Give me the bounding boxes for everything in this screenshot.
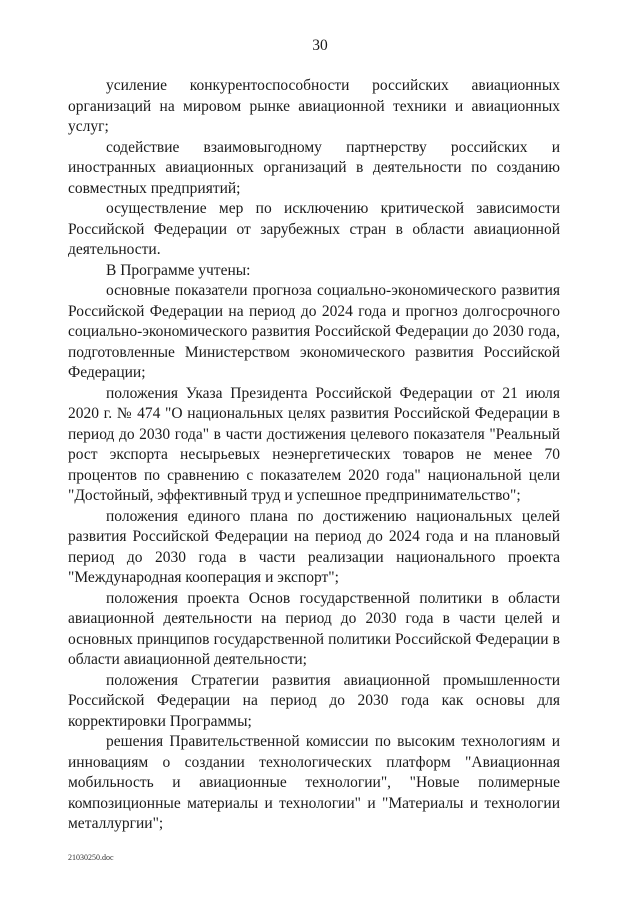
paragraph-commission: решения Правительственной комиссии по высоким технологиям и инновациям о создании технологических платформ "Авиационная мобильность и авиационные технологии", "Новые полимерные композиционные материалы и технологии" и "Материалы и технологии металлургии"; — [68, 733, 560, 832]
paragraph-unified-plan: положения единого плана по достижению национальных целей развития Российской Федерации на период до 2024 года и на плановый период до 2030 года в части реализации национального проекта "Международная кооперация и экспорт"; — [68, 507, 560, 586]
paragraph-competitiveness: усиление конкурентоспособности российских авиационных организаций на мировом рынке авиационной техники и авиационных услуг; — [68, 77, 560, 135]
paragraph-partnership: содействие взаимовыгодному партнерству российских и иностранных авиационных организаций в деятельности по созданию совместных предприятий; — [68, 138, 560, 197]
paragraph-decree: положения Указа Президента Российской Федерации от 21 июля 2020 г. № 474 "О национальных целях развития Российской Федерации в период до 2030 года" в части достижения целевого показателя "Реальный рост экспорта несырьевых неэнергетических товаров не менее 70 процентов по сравнению с показателем 2020 года" национальной цели "Достойный, эффективный труд и успешное предпринимательство"; — [68, 384, 560, 504]
document-body — [68, 76, 560, 835]
paragraph-strategy: положения Стратегии развития авиационной промышленности Российской Федерации на период до 2030 года как основы для корректировки Программы; — [68, 671, 560, 730]
page-number: 30 — [312, 37, 328, 54]
paragraph-forecast: основные показатели прогноза социально-экономического развития Российской Федерации на период до 2024 года и прогноз долгосрочного социально-экономического развития Российской Федерации до 2030 года, подготовленные Министерством экономического развития Российской Федерации; — [68, 282, 560, 381]
paragraph-program-considered: В Программе учтены: — [106, 261, 251, 279]
paragraph-policy-draft: положения проекта Основ государственной политики в области авиационной деятельности на период до 2030 года в части целей и основных принципов государственной политики Российской Федерации в области авиационной деятельности; — [68, 589, 560, 668]
footer-filename: 21030250.doc — [68, 853, 114, 862]
paragraph-dependence: осуществление мер по исключению критической зависимости Российской Федерации от зарубежных стран в области авиационной деятельности. — [68, 200, 560, 258]
